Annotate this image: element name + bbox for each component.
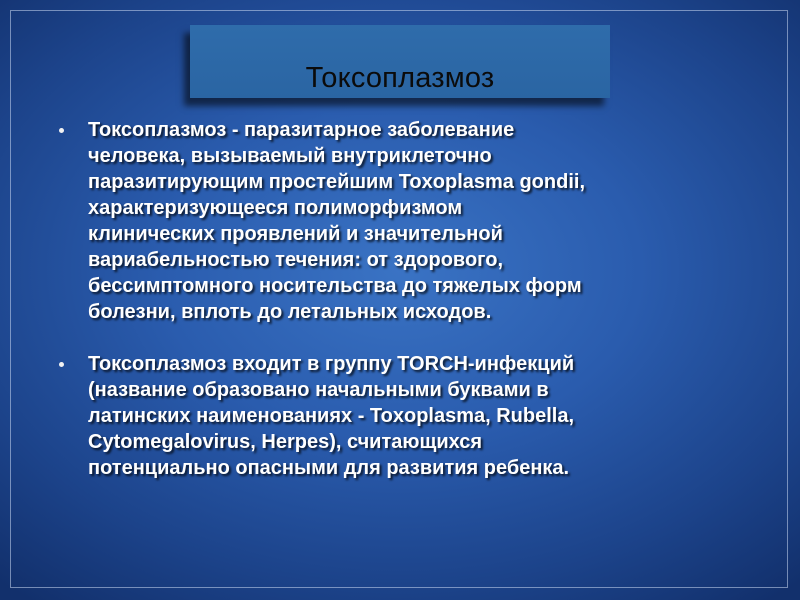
bullet-item-torch xyxy=(55,351,755,481)
bullet-text: Токсоплазмоз входит в группу TORCH-инфекций (название образовано начальными буквами в латинских наименованиях - Toxoplasma, Rubella, Cytomegalovirus, Herpes), считающихся потенциально опасными для развития ребенка. xyxy=(88,353,575,479)
bullet-dot-icon xyxy=(59,128,64,133)
bullet-dot-icon xyxy=(59,362,64,367)
slide-content xyxy=(55,117,755,481)
bullet-text: Токсоплазмоз - паразитарное заболевание человека, вызываемый внутриклеточно паразитирующим простейшим Toxoplasma gondii, характеризующееся полиморфизмом клинических проявлений и значительной вариабельностью течения: от здорового, бессимптомного носительства до тяжелых форм болезни, вплоть до летальных исходов. xyxy=(88,119,586,323)
bullet-item-definition xyxy=(55,117,755,325)
slide-title: Токсоплазмоз xyxy=(305,62,495,94)
